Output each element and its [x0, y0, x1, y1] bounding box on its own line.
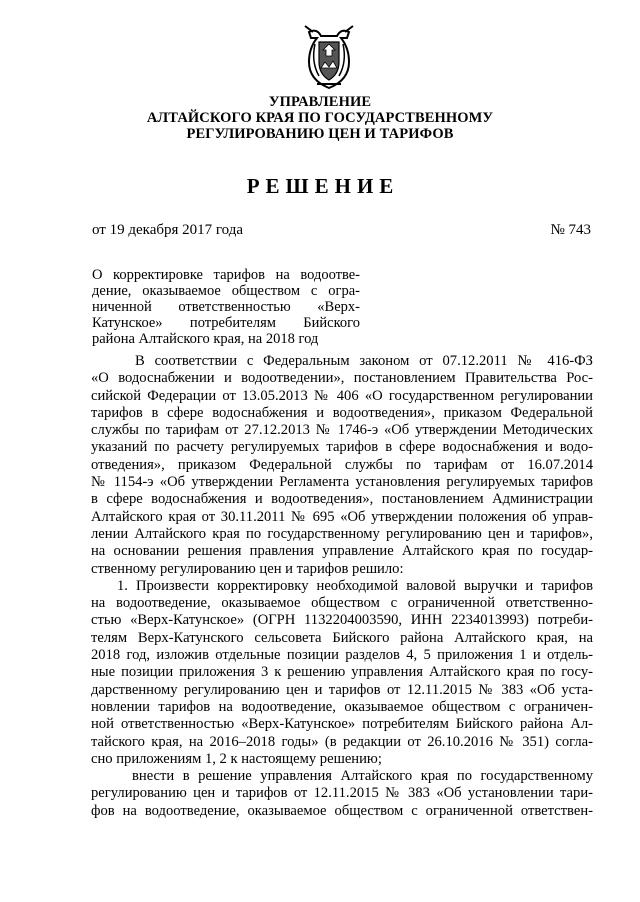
- body-line: внести в решение управления Алтайского края по государственному: [132, 768, 593, 785]
- subject-line: Катунское» потребителям Бийского: [92, 315, 360, 331]
- body-line: дарственному регулированию цен и тарифов от 12.11.2015 № 383 «Об уста-: [91, 681, 593, 698]
- document-type-title: РЕШЕНИЕ: [246, 174, 400, 198]
- body-line: ной ответственностью «Верх-Катунское» потребителям Бийского района Ал-: [91, 716, 593, 733]
- body-line: «О водоснабжении и водоотведении», постановлением Правительства Рос-: [91, 370, 593, 387]
- subject-line: О корректировке тарифов на водоотве-: [92, 267, 360, 283]
- body-line: № 1154-э «Об утверждении Регламента установления регулируемых тарифов: [91, 474, 593, 491]
- body-line: фов на водоотведение, оказываемое обществом с ограниченной ответствен-: [91, 802, 593, 819]
- coat-of-arms-emblem: [297, 22, 361, 92]
- subject-line: дение, оказываемое обществом с огра-: [92, 283, 360, 299]
- body-line: тайского края, на 2016–2018 годы» (в редакции от 26.10.2016 № 351) согла-: [91, 733, 593, 750]
- agency-line: РЕГУЛИРОВАНИЮ ЦЕН И ТАРИФОВ: [186, 126, 454, 142]
- body-line: В соответствии с Федеральным законом от 07.12.2011 № 416-ФЗ: [135, 353, 593, 369]
- body-line: новлении тарифов на водоотведение, оказываемое обществом с ограничен-: [91, 698, 593, 715]
- subject-line: ниченной ответственностью «Верх-: [92, 299, 360, 315]
- body-line: в сфере водоснабжения и водоотведения», постановлением Администрации: [91, 491, 593, 508]
- document-subject: [92, 267, 360, 347]
- document-number: № 743: [550, 222, 591, 238]
- agency-name: [0, 94, 640, 142]
- body-line: на водоотведение, оказываемое обществом с ограниченной ответственно-: [91, 595, 593, 612]
- body-line: сийской Федерации от 13.05.2013 № 406 «О государственном регулировании: [91, 387, 593, 404]
- body-line: указаний по расчету регулируемых тарифов в сфере водоснабжения и водо-: [91, 439, 593, 456]
- body-line: сно приложениям 1, 2 к настоящему решению;: [91, 750, 382, 767]
- agency-line: АЛТАЙСКОГО КРАЯ ПО ГОСУДАРСТВЕННОМУ: [146, 110, 494, 126]
- body-line: лении Алтайского края по государственному регулированию цен и тарифов»,: [91, 525, 593, 542]
- document-body: [91, 353, 593, 820]
- subject-line: района Алтайского края, на 2018 год: [92, 331, 319, 347]
- body-line: 2018 год, изложив отдельные позиции разделов 4, 5 приложения 1 и отдель-: [91, 647, 593, 664]
- body-line: на основании решения правления управление Алтайского края по государ-: [91, 543, 593, 560]
- body-line: телям Верх-Катунского сельсовета Бийского района Алтайского края, на: [91, 629, 593, 646]
- body-line: ные позиции приложения 3 к решению управления Алтайского края по госу-: [91, 664, 593, 681]
- body-line: регулированию цен и тарифов от 12.11.2015 № 383 «Об установлении тари-: [91, 785, 593, 802]
- body-line: службы по тарифам от 27.12.2013 № 1746-э «Об утверждении Методических: [91, 422, 593, 439]
- document-date: от 19 декабря 2017 года: [92, 222, 244, 238]
- body-line: ственному регулированию цен и тарифов решило:: [91, 560, 404, 577]
- body-line: отведения», приказом Федеральной службы по тарифам от 16.07.2014: [91, 456, 593, 473]
- body-line: тарифов в сфере водоснабжения и водоотведения», приказом Федеральной: [91, 404, 593, 421]
- agency-line: УПРАВЛЕНИЕ: [268, 94, 372, 110]
- body-line: 1. Произвести корректировку необходимой валовой выручки и тарифов: [117, 577, 593, 594]
- body-line: Алтайского края от 30.11.2011 № 695 «Об утверждении положения об управ-: [91, 508, 593, 525]
- body-line: стью «Верх-Катунское» (ОГРН 1132204003590, ИНН 2234013993) потреби-: [91, 612, 593, 629]
